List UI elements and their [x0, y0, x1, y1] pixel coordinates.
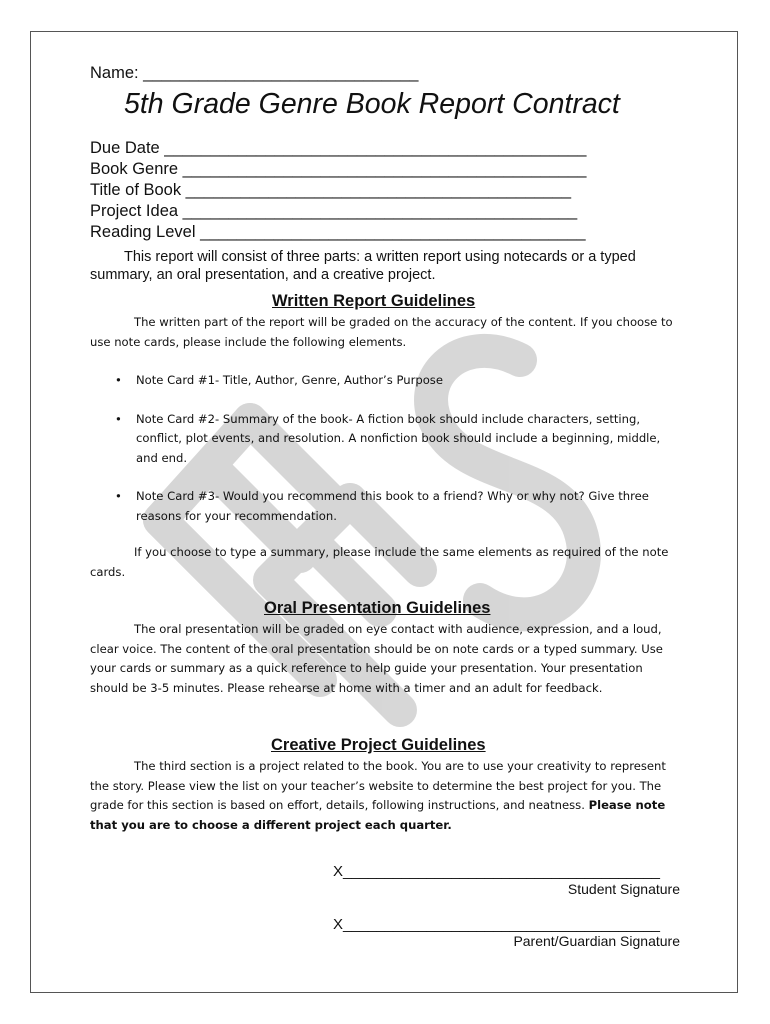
reading-level-field[interactable]: Reading Level __________________________________________ — [90, 223, 586, 241]
parent-signature-line[interactable]: X______________________________________ — [333, 916, 661, 933]
title-of-book-field[interactable]: Title of Book __________________________________________ — [90, 181, 572, 199]
list-item — [90, 410, 680, 469]
project-idea-field[interactable]: Project Idea ___________________________________________ — [90, 202, 578, 220]
info-fields — [90, 138, 586, 243]
page-title: 5th Grade Genre Book Report Contract — [124, 88, 620, 120]
written-intro-paragraph: The written part of the report will be graded on the accuracy of the content. If you choose to use note cards, please include the following elements. — [90, 315, 673, 349]
creative-paragraph — [90, 757, 680, 835]
bullet-icon: • — [115, 373, 122, 387]
creative-project-heading: Creative Project Guidelines — [271, 736, 486, 754]
intro-paragraph: This report will consist of three parts: a written report using notecards or a typed summary, an oral presentation, and a creative project. — [90, 249, 636, 283]
note-card-list — [90, 371, 680, 526]
written-report-heading: Written Report Guidelines — [272, 292, 476, 310]
student-signature-label: Student Signature — [567, 881, 680, 897]
creative-bold-note: Please note that you are to choose a different project each quarter. — [90, 798, 666, 832]
list-item — [90, 487, 680, 526]
name-field[interactable]: Name: ______________________________ — [90, 64, 419, 82]
bullet-icon: • — [115, 489, 122, 503]
oral-presentation-heading: Oral Presentation Guidelines — [264, 599, 491, 617]
student-signature-line[interactable]: X______________________________________ — [333, 863, 661, 880]
oral-paragraph: The oral presentation will be graded on eye contact with audience, expression, and a loud, clear voice. The content of the oral presentation should be on note cards or a typed summary. Use your cards or summary as a quick reference to help guide your presentation. Your presentation should be 3-5 minutes. Please rehearse at home with a timer and an adult for feedback. — [90, 622, 663, 695]
bullet-icon: • — [115, 411, 122, 426]
list-item — [90, 371, 680, 391]
note-card-3-text: Note Card #3- Would you recommend this book to a friend? Why or why not? Give three reasons for your recommendation. — [136, 489, 649, 523]
creative-text: The third section is a project related to the book. You are to use your creativity to represent the story. Please view the list on your teacher’s website to determine the best project for you. The grade for this section is based on effort, details, following instructions, and neatness. — [90, 759, 666, 812]
parent-signature-label: Parent/Guardian Signature — [513, 933, 680, 949]
book-genre-field[interactable]: Book Genre ____________________________________________ — [90, 160, 587, 178]
note-card-1-text: Note Card #1- Title, Author, Genre, Author’s Purpose — [136, 373, 443, 387]
written-outro-paragraph: If you choose to type a summary, please include the same elements as required of the note cards. — [90, 545, 669, 579]
note-card-2-text: Note Card #2- Summary of the book- A fiction book should include characters, setting, conflict, plot events, and resolution. A nonfiction book should include a beginning, middle, and end. — [136, 411, 661, 465]
due-date-field[interactable]: Due Date ______________________________________________ — [90, 139, 587, 157]
